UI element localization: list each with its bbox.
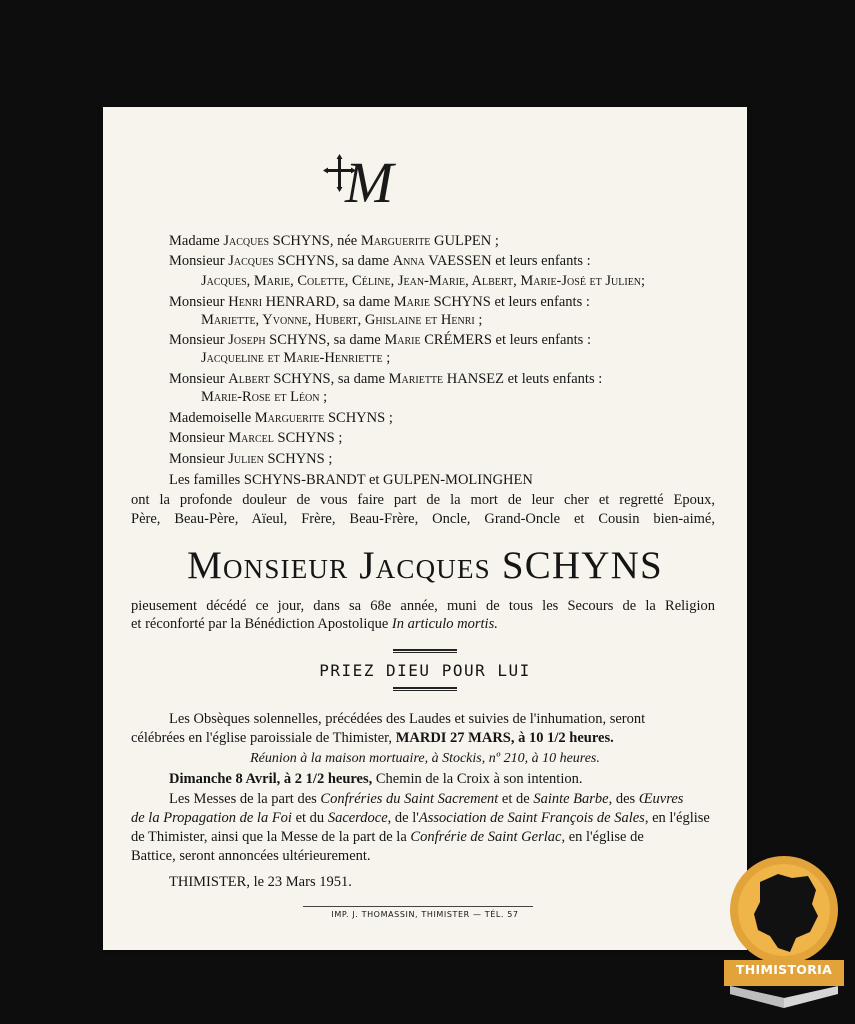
death-line-1: pieusement décédé ce jour, dans sa 68e année, muni de tous les Secours de la Religion <box>131 598 715 614</box>
family-line-9: Les familles SCHYNS-BRANDT et GULPEN-MOLINGHEN <box>169 472 533 488</box>
funeral-line-2: célébrées en l'église paroissiale de Thimister, MARDI 27 MARS, à 10 1/2 heures. <box>131 730 614 746</box>
printer-credit: IMP. J. THOMASSIN, THIMISTER — TÉL. 57 <box>331 910 519 919</box>
sunday-line: Dimanche 8 Avril, à 2 1/2 heures, Chemin de la Croix à son intention. <box>169 771 583 787</box>
watermark-label: THIMISTORIA <box>735 962 833 977</box>
masses-line-1: Les Messes de la part des Confréries du Saint Sacrement et de Sainte Barbe, des Œuvres <box>169 791 684 807</box>
family-line-2: Monsieur Jacques SCHYNS, sa dame Anna VAESSEN et leurs enfants : <box>169 253 591 269</box>
masses-line-4: Battice, seront annoncées ultérieurement. <box>131 848 371 864</box>
announcement-line-2: Père, Beau-Père, Aïeul, Frère, Beau-Frère, Oncle, Grand-Oncle et Cousin bien-aimé, <box>131 511 715 527</box>
place-date: THIMISTER, le 23 Mars 1951. <box>169 874 352 890</box>
children-line-4: Marie-Rose et Léon ; <box>201 389 328 405</box>
footer-divider <box>303 906 533 907</box>
family-line-4: Monsieur Joseph SCHYNS, sa dame Marie CRÉMERS et leurs enfants : <box>169 332 591 348</box>
children-line-1: Jacques, Marie, Colette, Céline, Jean-Marie, Albert, Marie-José et Julien; <box>201 273 646 289</box>
family-line-5: Monsieur Albert SCHYNS, sa dame Mariette HANSEZ et leuts enfants : <box>169 371 603 387</box>
prayer-heading: PRIEZ DIEU POUR LUI <box>319 661 531 680</box>
family-line-8: Monsieur Julien SCHYNS ; <box>169 451 333 467</box>
cross-monogram-icon <box>321 152 441 214</box>
masses-line-2: de la Propagation de la Foi et du Sacerdoce, de l'Association de Saint François de Sales, en l'église <box>131 810 710 826</box>
svg-text:M: M <box>345 152 394 214</box>
thimistoria-logo-icon <box>720 852 848 1012</box>
reunion-line: Réunion à la maison mortuaire, à Stockis, nº 210, à 10 heures. <box>250 751 600 766</box>
deceased-name: Monsieur Jacques SCHYNS <box>187 544 663 587</box>
children-line-2: Mariette, Yvonne, Hubert, Ghislaine et Henri ; <box>201 312 483 328</box>
death-line-2: et réconforté par la Bénédiction Apostolique In articulo mortis. <box>131 616 498 632</box>
family-line-3: Monsieur Henri HENRARD, sa dame Marie SCHYNS et leurs enfants : <box>169 294 590 310</box>
masses-line-3: de Thimister, ainsi que la Messe de la part de la Confrérie de Saint Gerlac, en l'église de <box>131 829 644 845</box>
divider-top <box>393 649 457 653</box>
announcement-line-1: ont la profonde douleur de vous faire part de la mort de leur cher et regretté Epoux, <box>131 492 715 508</box>
mortuary-card <box>103 107 747 950</box>
children-line-3: Jacqueline et Marie-Henriette ; <box>201 350 391 366</box>
family-line-6: Mademoiselle Marguerite SCHYNS ; <box>169 410 393 426</box>
funeral-line-1: Les Obsèques solennelles, précédées des Laudes et suivies de l'inhumation, seront <box>169 711 646 727</box>
divider-bottom <box>393 687 457 691</box>
family-line-1: Madame Jacques SCHYNS, née Marguerite GULPEN ; <box>169 233 499 249</box>
family-line-7: Monsieur Marcel SCHYNS ; <box>169 430 343 446</box>
